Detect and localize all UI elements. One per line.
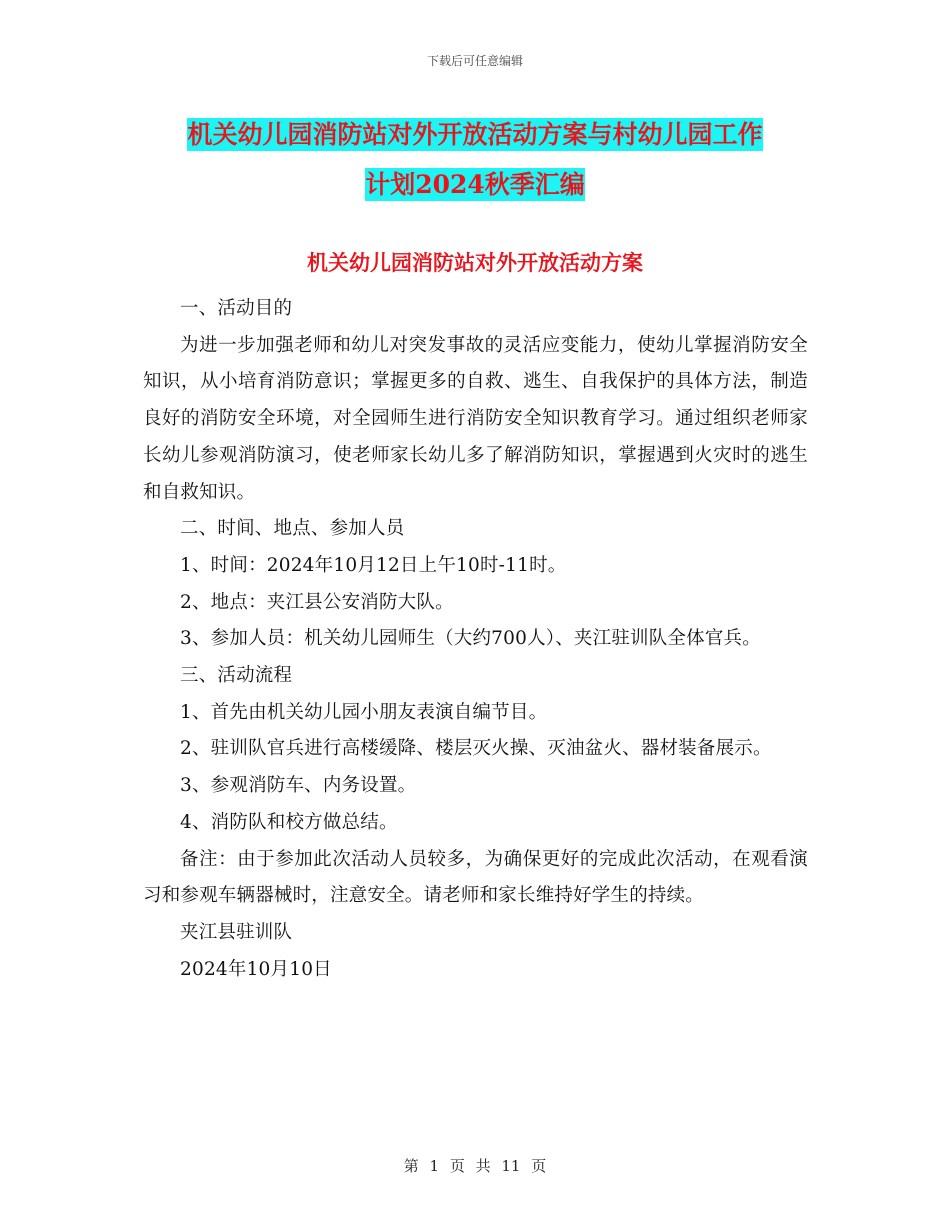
remark-paragraph: 备注：由于参加此次活动人员较多，为确保更好的完成此次活动，在观看演习和参观车辆器械时，注意安全。请老师和家长维持好学生的持续。 xyxy=(143,848,808,907)
document-title xyxy=(140,110,810,210)
item-time: 1、时间：2024年10月12日上午10时-11时。 xyxy=(180,554,567,576)
process-step-2: 2、驻训队官兵进行高楼缓降、楼层灭火操、灭油盆火、器材装备展示。 xyxy=(180,738,772,760)
document-body xyxy=(143,291,808,988)
section-title: 机关幼儿园消防站对外开放活动方案 xyxy=(307,250,643,275)
signature-organization: 夹江县驻训队 xyxy=(180,921,293,943)
page-number: 第 1 页 共 11 页 xyxy=(403,1157,547,1175)
title-line-2: 计划2024秋季汇编 xyxy=(365,170,585,199)
item-place: 2、地点：夹江县公安消防大队。 xyxy=(180,591,454,613)
heading-process: 三、活动流程 xyxy=(180,665,293,687)
heading-purpose: 一、活动目的 xyxy=(180,298,293,319)
paragraph-purpose: 为进一步加强老师和幼儿对突发事故的灵活应变能力，使幼儿掌握消防安全知识，从小培育消防意识；掌握更多的自救、逃生、自我保护的具体方法，制造良好的消防安全环境，对全园师生进行消防安全知识教育学习。通过组织老师家长幼儿参观消防演习，使老师家长幼儿多了解消防知识，掌握遇到火灾时的逃生和自救知识。 xyxy=(143,334,808,503)
page-header-note: 下载后可任意编辑 xyxy=(426,54,523,68)
item-participants: 3、参加人员：机关幼儿园师生（大约700人）、夹江驻训队全体官兵。 xyxy=(180,628,761,650)
heading-time-place: 二、时间、地点、参加人员 xyxy=(180,518,405,540)
process-step-4: 4、消防队和校方做总结。 xyxy=(180,811,398,833)
process-step-1: 1、首先由机关幼儿园小朋友表演自编节目。 xyxy=(180,701,548,723)
title-line-1: 机关幼儿园消防站对外开放活动方案与村幼儿园工作 xyxy=(187,120,763,149)
signature-date: 2024年10月10日 xyxy=(180,958,332,980)
process-step-3: 3、参观消防车、内务设置。 xyxy=(180,775,417,797)
